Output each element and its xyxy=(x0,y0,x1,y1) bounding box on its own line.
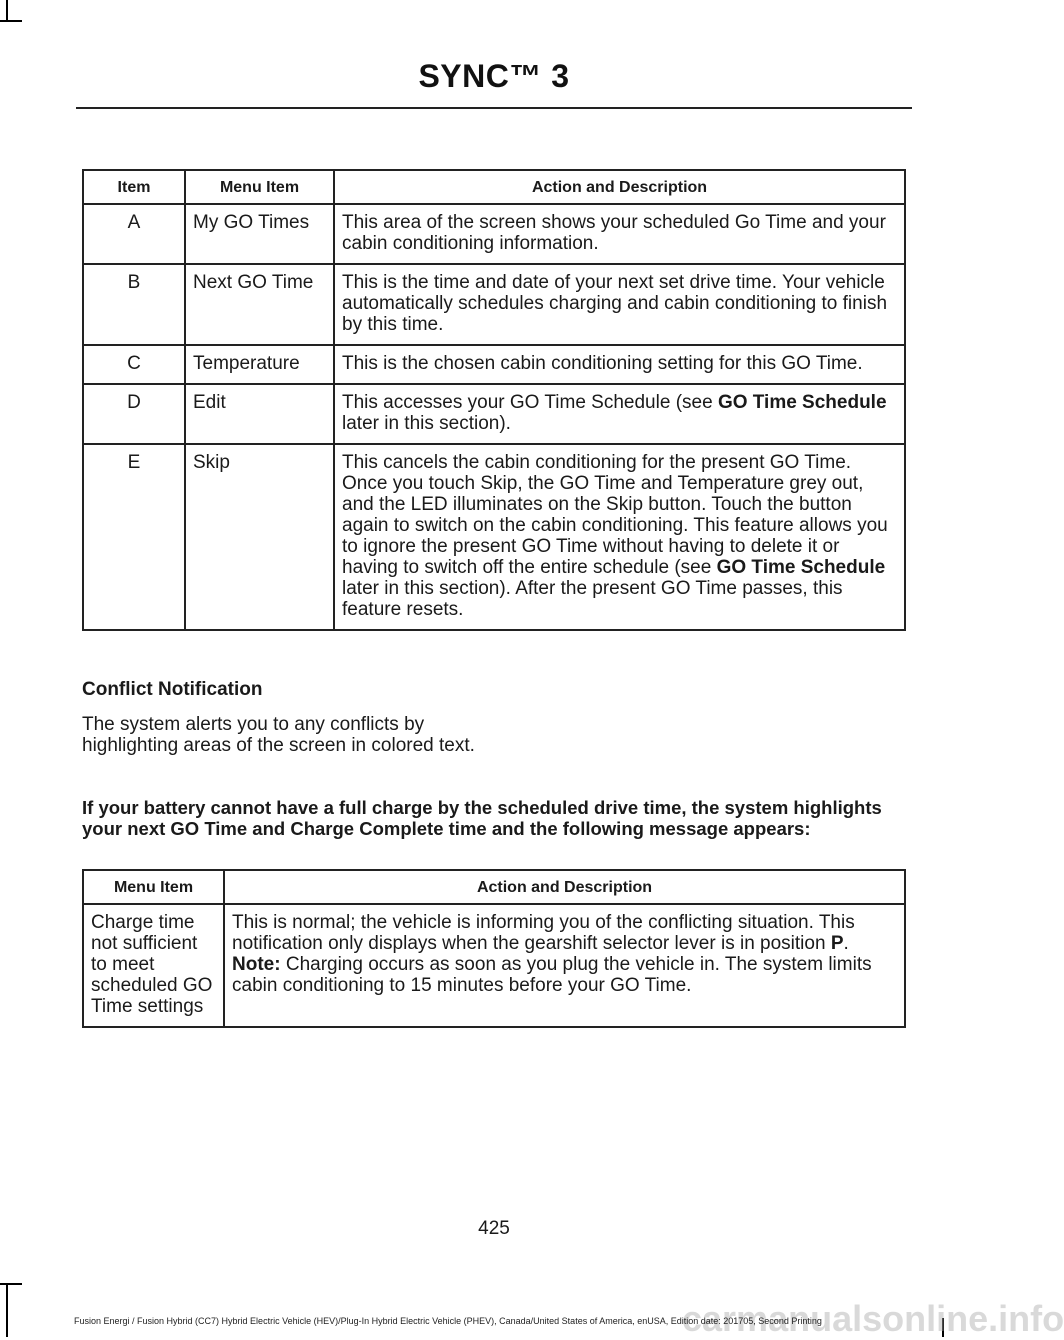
crop-mark-bottom-left-h xyxy=(0,1283,22,1285)
page-title: SYNC™ 3 xyxy=(418,58,570,94)
row-menu-item: My GO Times xyxy=(185,204,334,264)
row-item: B xyxy=(83,264,185,345)
row-description: This area of the screen shows your scheduled Go Time and your cabin conditioning information. xyxy=(334,204,905,264)
table-row xyxy=(83,904,905,1027)
desc-cross-reference: GO Time Schedule xyxy=(717,392,887,413)
desc-line xyxy=(232,912,898,954)
row-description: This is the chosen cabin conditioning setting for this GO Time. xyxy=(334,345,905,384)
row-menu-item: Skip xyxy=(185,444,334,630)
desc-text: This is normal; the vehicle is informing you of the conflicting situation. This notification only displays when the gearshift selector lever is in position xyxy=(232,912,855,954)
row-item: D xyxy=(83,384,185,444)
row-item: E xyxy=(83,444,185,630)
crop-mark-bottom-left-v xyxy=(6,1283,8,1337)
note-line xyxy=(232,954,898,996)
section-heading: Conflict Notification xyxy=(82,679,263,700)
desc-cross-reference: GO Time Schedule xyxy=(716,557,886,578)
page-number: 425 xyxy=(478,1218,510,1239)
row-description xyxy=(334,444,905,630)
section-paragraph: The system alerts you to any conflicts by highlighting areas of the screen in colored text. xyxy=(82,714,475,756)
desc-text: . xyxy=(843,933,849,954)
header-menu-item: Menu Item xyxy=(83,870,224,904)
section-bold-paragraph: If your battery cannot have a full charge by the scheduled drive time, the system highlights your next GO Time and Charge Complete time and the following message appears: xyxy=(82,797,882,839)
row-description xyxy=(224,904,905,1027)
row-description: This is the time and date of your next set drive time. Your vehicle automatically schedules charging and cabin conditioning to finish by this time. xyxy=(334,264,905,345)
conflict-message-table xyxy=(82,869,906,1028)
table-row xyxy=(83,264,905,345)
gear-position: P xyxy=(830,933,844,954)
desc-text: This accesses your GO Time Schedule (see xyxy=(342,392,718,413)
desc-text: later in this section). xyxy=(342,413,511,434)
row-menu-item: Charge time not sufficient to meet scheduled GO Time settings xyxy=(83,904,224,1027)
row-description xyxy=(334,384,905,444)
crop-mark-top-left-h xyxy=(0,20,22,22)
row-item: A xyxy=(83,204,185,264)
menu-items-table xyxy=(82,169,906,631)
table-row xyxy=(83,204,905,264)
header-item: Item xyxy=(83,170,185,204)
watermark: carmanualsonline.info xyxy=(682,1298,1064,1339)
table-row xyxy=(83,345,905,384)
note-label: Note: xyxy=(232,954,281,975)
header-action: Action and Description xyxy=(334,170,905,204)
header-menu-item: Menu Item xyxy=(185,170,334,204)
note-text: Charging occurs as soon as you plug the vehicle in. The system limits cabin conditioning to 15 minutes before your GO Time. xyxy=(232,954,872,996)
table-header-row xyxy=(83,870,905,904)
table-header-row xyxy=(83,170,905,204)
table-row xyxy=(83,384,905,444)
row-menu-item: Next GO Time xyxy=(185,264,334,345)
row-menu-item: Edit xyxy=(185,384,334,444)
crop-mark-top-left-v xyxy=(6,0,8,22)
row-menu-item: Temperature xyxy=(185,345,334,384)
footer-text: Fusion Energi / Fusion Hybrid (CC7) Hybrid Electric Vehicle (HEV)/Plug-In Hybrid Electric Vehicle (PHEV), Canada/United States of America, enUSA, Edition date: 201705, Second Printing xyxy=(74,1316,822,1326)
row-item: C xyxy=(83,345,185,384)
desc-text: This cancels the cabin conditioning for the present GO Time. Once you touch Skip, the GO Time and Temperature grey out, and the LED illuminates on the Skip button. Touch the button again to switch on the cabin conditioning. This feature allows you to ignore the present GO Time without having to delete it or having to switch off the entire schedule (see xyxy=(342,452,888,578)
desc-text: later in this section). After the present GO Time passes, this feature resets. xyxy=(342,578,843,620)
header-rule xyxy=(76,107,912,109)
header-action: Action and Description xyxy=(224,870,905,904)
table-row xyxy=(83,444,905,630)
